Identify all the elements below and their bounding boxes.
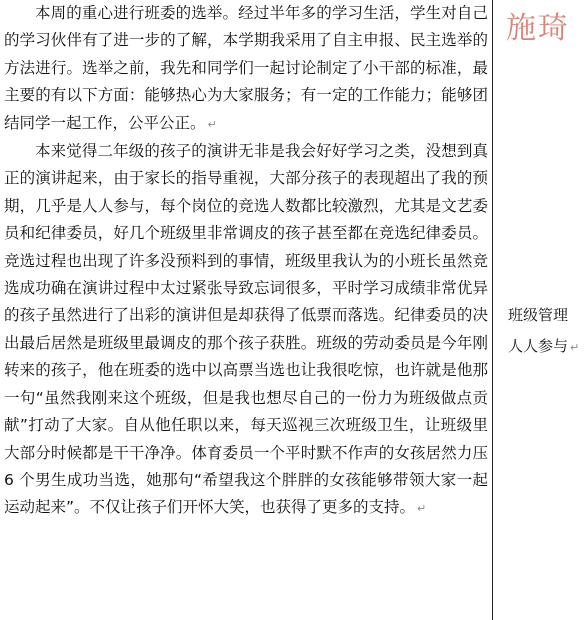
margin-comment <box>508 300 579 363</box>
paragraph-1 <box>4 0 488 138</box>
paragraph-2-text: 本来觉得二年级的孩子的演讲无非是我会好好学习之类，没想到真正的演讲起来，由于家长的指导重视，大部分孩子的表现超出了我的预期，几乎是人人参与，每个岗位的竞选人数都比较激烈，尤其是文艺委员和纪律委员，好几个班级里非常调皮的孩子甚至都在竞选纪律委员。竞选过程也出现了许多没预料到的事情，班级里我认为的小班长虽然竞选成功确在演讲过程中太过紧张导致忘词很多，平时学习成绩非常优异的孩子虽然进行了出彩的演讲但是却获得了低票而落选。纪律委员的决出最后居然是班级里最调皮的那个孩子获胜。班级的劳动委员是今年刚转来的孩子，他在班委的选中以高票当选也让我很吃惊，也许就是他那一句“虽然我刚来这个班级，但是我也想尽自己的一份力为班级做点贡献”打动了大家。自从他任职以来，每天巡视三次班级卫生，让班级里大部分时候都是干干净净。体育委员一个平时默不作声的女孩居然力压 6 个男生成功当选，她那句“希望我这个胖胖的女孩能够带领大家一起运动起来”。不仅让孩子们开怀大笑，也获得了更多的支持。 <box>4 142 488 517</box>
paragraph-mark-icon: ↵ <box>570 341 580 354</box>
paragraph-1-text: 本周的重心进行班委的选举。经过半年多的学习生活，学生对自己的学习伙伴有了进一步的了解，本学期我采用了自主申报、民主选举的方法进行。选举之前，我先和同学们一起讨论制定了小干部的标准，最主要的有以下方面：能够热心为大家服务；有一定的工作能力；能够团结同学一起工作，公平公正。 <box>4 4 488 132</box>
document-body <box>4 0 488 620</box>
paragraph-mark-icon: ↵ <box>417 502 427 516</box>
signature: 施琦 <box>506 11 570 46</box>
margin-divider <box>492 0 493 620</box>
comment-line-2 <box>508 331 579 363</box>
paragraph-2 <box>4 138 488 523</box>
comment-line-2-text: 人人参与 <box>508 337 569 355</box>
comment-line-1: 班级管理 <box>508 306 569 324</box>
sidebar-notes <box>494 0 584 620</box>
paragraph-mark-icon: ↵ <box>207 117 217 131</box>
